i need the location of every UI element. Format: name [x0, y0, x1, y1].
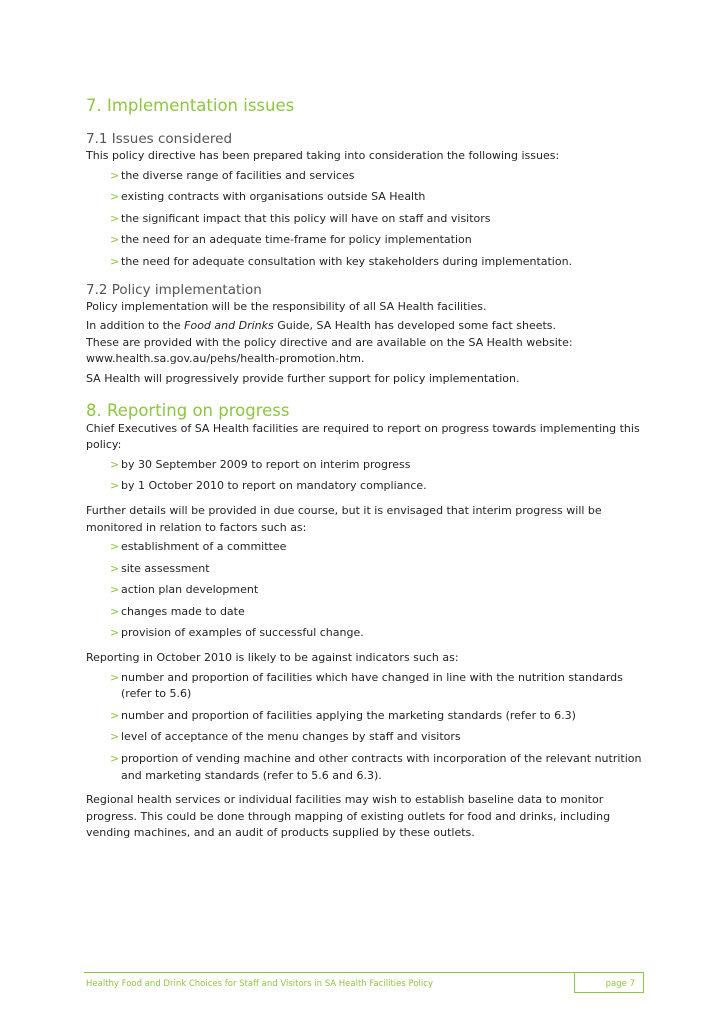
- list-item: > by 1 October 2010 to report on mandatory compliance.: [110, 478, 646, 495]
- list-item: > action plan development: [110, 582, 646, 599]
- footer-title: Healthy Food and Drink Choices for Staff and Visitors in SA Health Facilities Policy: [86, 979, 433, 989]
- list-item: > changes made to date: [110, 604, 646, 621]
- factors-list: [86, 539, 646, 642]
- bullet-marker: >: [110, 233, 120, 247]
- list-item: > provision of examples of successful change.: [110, 625, 646, 642]
- section-7-1-intro: This policy directive has been prepared taking into consideration the following issues:: [86, 149, 560, 162]
- section-7-1-heading: 7.1 Issues considered: [86, 131, 233, 147]
- bullet-marker: >: [110, 583, 120, 597]
- list-item: > proportion of vending machine and other contracts with incorporation of the relevant nutrition and marketing standards (refer to 5.6 and 6.3).: [110, 752, 642, 782]
- document-page: [86, 96, 646, 842]
- section-7-heading: 7. Implementation issues: [86, 96, 295, 115]
- section-8-p3: Reporting in October 2010 is likely to be against indicators such as:: [86, 651, 459, 665]
- section-8-p2: Further details will be provided in due course, but it is envisaged that interim progress will be monitored in relation to factors such as:: [86, 503, 602, 534]
- website-link[interactable]: www.health.sa.gov.au/pehs/health-promotion.htm.: [86, 352, 365, 366]
- bullet-marker: >: [110, 190, 120, 204]
- list-item: > existing contracts with organisations outside SA Health: [110, 189, 646, 206]
- page-number: page 7: [574, 973, 644, 993]
- section-7-2-p3: SA Health will progressively provide further support for policy implementation.: [86, 371, 520, 385]
- list-item: > number and proportion of facilities applying the marketing standards (refer to 6.3): [110, 708, 646, 725]
- section-8-heading: 8. Reporting on progress: [86, 400, 290, 420]
- section-7-2-heading: 7.2 Policy implementation: [86, 281, 262, 298]
- section-8-p4: Regional health services or individual facilities may wish to establish baseline data to monitor progress. This could be done through mapping of existing outlets for food and drinks, including vending machines, and an audit of products supplied by these outlets.: [86, 793, 611, 840]
- bullet-marker: >: [110, 168, 120, 182]
- list-item: > the need for an adequate time-frame for policy implementation: [110, 232, 646, 249]
- bullet-marker: >: [110, 670, 120, 684]
- bullet-marker: >: [110, 254, 120, 268]
- list-item: > site assessment: [110, 561, 646, 578]
- list-item: > the significant impact that this policy will have on staff and visitors: [110, 211, 646, 228]
- page-footer: [84, 972, 644, 995]
- bullet-marker: >: [110, 561, 120, 575]
- indicators-list: [86, 670, 646, 785]
- bullet-marker: >: [110, 604, 120, 618]
- bullet-marker: >: [110, 479, 120, 493]
- bullet-marker: >: [110, 211, 120, 225]
- bullet-marker: >: [110, 540, 120, 554]
- list-item: > by 30 September 2009 to report on interim progress: [110, 457, 646, 474]
- list-item: > the need for adequate consultation with key stakeholders during implementation.: [110, 254, 646, 271]
- list-item: > the diverse range of facilities and services: [110, 168, 646, 185]
- issues-list: [86, 168, 646, 271]
- bullet-marker: >: [110, 752, 120, 766]
- list-item: > level of acceptance of the menu changes by staff and visitors: [110, 729, 646, 746]
- section-7-2-p2: In addition to the Food and Drinks Guide, SA Health has developed some fact sheets. These are provided with the policy directive and are available on the SA Health website: www.health.sa.gov.au/pehs/health-promotion.htm.: [86, 319, 573, 366]
- bullet-marker: >: [110, 626, 120, 640]
- section-7-2-p1: Policy implementation will be the responsibility of all SA Health facilities.: [86, 299, 487, 313]
- section-8-p1: Chief Executives of SA Health facilities are required to report on progress towards implementing this policy:: [86, 421, 640, 452]
- reporting-dates-list: [86, 457, 646, 495]
- bullet-marker: >: [110, 708, 120, 722]
- bullet-marker: >: [110, 730, 120, 744]
- list-item: > number and proportion of facilities which have changed in line with the nutrition standards (refer to 5.6): [110, 670, 623, 701]
- bullet-marker: >: [110, 457, 120, 471]
- list-item: > establishment of a committee: [110, 539, 646, 556]
